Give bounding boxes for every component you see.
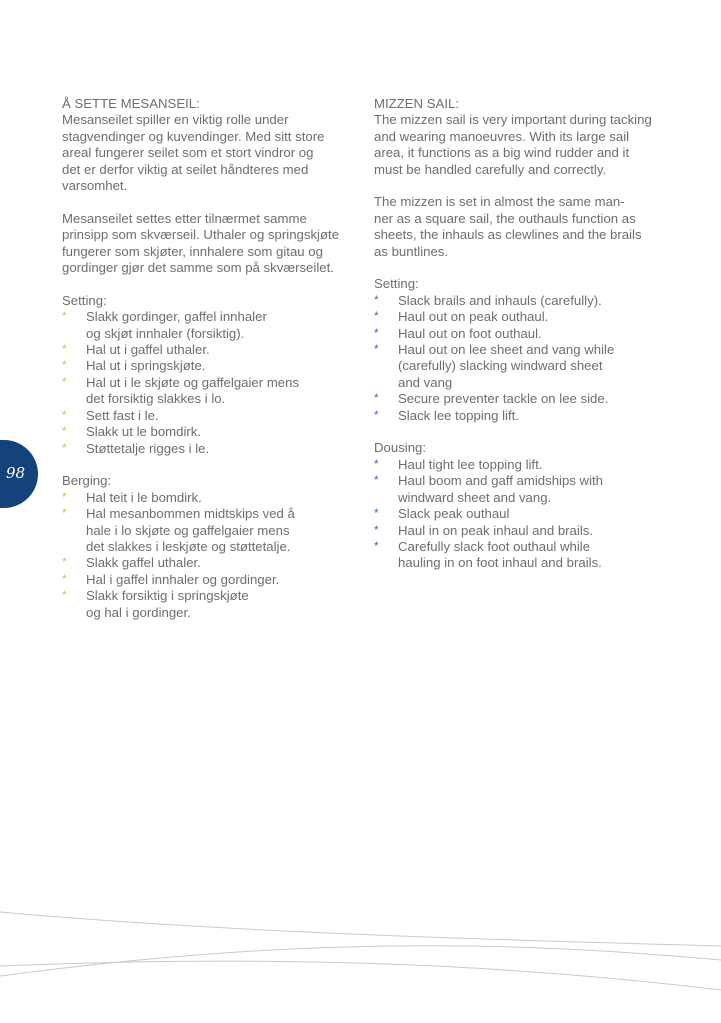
list-item-text: og skjøt innhaler (forsiktig).	[86, 325, 245, 341]
list-item	[374, 342, 670, 391]
principle-paragraph	[374, 194, 670, 260]
text-line: and wearing manoeuvres. With its large sail	[374, 128, 630, 144]
list-item-text: Støttetalje rigges i le.	[86, 440, 210, 456]
bullet-icon: *	[374, 391, 379, 406]
bullet-icon: *	[374, 473, 379, 488]
list-item	[374, 506, 670, 522]
list-item-text: Hal mesanbommen midtskips ved å	[86, 506, 295, 522]
text-line: Mesanseilet spiller en viktig rolle under	[62, 112, 289, 128]
list-item	[374, 457, 670, 473]
list-item	[374, 326, 670, 342]
intro-paragraph	[62, 112, 354, 194]
bullet-icon: *	[62, 309, 67, 324]
text-line: fungerer som skjøter, innhalere som gitau og	[62, 243, 323, 259]
setting-list	[374, 293, 670, 424]
list-item-text: Hal teit i le bomdirk.	[86, 489, 202, 505]
setting-heading: Setting:	[62, 292, 107, 308]
bullet-icon: *	[374, 342, 379, 357]
list-item-text: Hal ut i le skjøte og gaffelgaier mens	[86, 374, 300, 390]
text-line: det er derfor viktig at seilet håndteres med	[62, 161, 309, 177]
bullet-icon: *	[62, 374, 67, 389]
bullet-icon: *	[62, 588, 67, 603]
list-item	[374, 523, 670, 539]
bullet-icon: *	[374, 522, 379, 537]
list-item-text: Slack brails and inhauls (carefully).	[398, 292, 602, 308]
list-item-text: Haul out on foot outhaul.	[398, 325, 542, 341]
list-item	[62, 408, 354, 424]
text-line: stagvendinger og kuvendinger. Med sitt store	[62, 128, 325, 144]
bullet-icon: *	[374, 456, 379, 471]
decorative-wave-lines	[0, 890, 721, 1023]
bullet-icon: *	[62, 555, 67, 570]
list-item-text: Haul boom and gaff amidships with	[398, 473, 604, 489]
bullet-icon: *	[374, 538, 379, 553]
text-line: areal fungerer seilet som et stort vindror og	[62, 145, 314, 161]
list-item-text: Haul out on peak outhaul.	[398, 309, 549, 325]
list-item-text: Carefully slack foot outhaul while	[398, 538, 591, 554]
bullet-icon: *	[62, 489, 67, 504]
berging-heading: Berging:	[62, 473, 112, 489]
text-line: as buntlines.	[374, 243, 449, 259]
bullet-icon: *	[374, 292, 379, 307]
bullet-icon: *	[374, 325, 379, 340]
text-line: area, it functions as a big wind rudder and it	[374, 145, 630, 161]
list-item	[62, 441, 354, 457]
list-item-text: hauling in on foot inhaul and brails.	[398, 555, 602, 571]
list-item	[62, 424, 354, 440]
text-line: sheets, the inhauls as clewlines and the brails	[374, 227, 642, 243]
bullet-icon: *	[374, 309, 379, 324]
list-item-text: Haul out on lee sheet and vang while	[398, 342, 615, 358]
list-item-text: Slack peak outhaul	[398, 506, 510, 522]
list-item-text: Haul in on peak inhaul and brails.	[398, 522, 594, 538]
page-number-tab	[0, 440, 38, 508]
english-column	[374, 96, 670, 572]
list-item	[62, 375, 354, 408]
text-line: varsomhet.	[62, 178, 128, 194]
bullet-icon: *	[374, 506, 379, 521]
list-item-text: Haul tight lee topping lift.	[398, 456, 543, 472]
list-item-text: Slakk forsiktig i springskjøte	[86, 588, 249, 604]
text-line: The mizzen sail is very important during tacking	[374, 112, 652, 128]
list-item-text: og hal i gordinger.	[86, 604, 191, 620]
setting-heading: Setting:	[374, 276, 419, 292]
setting-list	[62, 309, 354, 457]
list-item	[374, 309, 670, 325]
bullet-icon: *	[62, 440, 67, 455]
text-line: must be handled carefully and correctly.	[374, 161, 607, 177]
list-item-text: Sett fast i le.	[86, 407, 159, 423]
text-line: gordinger gjør det samme som på skværseilet.	[62, 260, 334, 276]
list-item	[62, 555, 354, 571]
list-item	[374, 473, 670, 506]
section-title: Å SETTE MESANSEIL:	[62, 96, 200, 111]
list-item	[62, 572, 354, 588]
list-item	[62, 490, 354, 506]
bullet-icon: *	[374, 407, 379, 422]
bullet-icon: *	[62, 407, 67, 422]
list-item	[62, 588, 354, 621]
list-item	[62, 506, 354, 555]
berging-list	[62, 490, 354, 621]
list-item-text: Hal ut i gaffel uthaler.	[86, 342, 210, 358]
list-item-text: det slakkes i leskjøte og støttetalje.	[86, 538, 291, 554]
list-item-text: Slakk gordinger, gaffel innhaler	[86, 309, 267, 325]
dousing-list	[374, 457, 670, 572]
intro-paragraph	[374, 112, 670, 178]
bullet-icon: *	[62, 506, 67, 521]
list-item	[374, 391, 670, 407]
list-item	[374, 539, 670, 572]
text-line: Mesanseilet settes etter tilnærmet samme	[62, 210, 307, 226]
list-item	[374, 293, 670, 309]
list-item-text: det forsiktig slakkes i lo.	[86, 391, 226, 407]
dousing-heading: Dousing:	[374, 440, 427, 456]
list-item-text: Slakk gaffel uthaler.	[86, 555, 201, 571]
text-line: prinsipp som skværseil. Uthaler og springskjøte	[62, 227, 340, 243]
list-item-text: Hal i gaffel innhaler og gordinger.	[86, 571, 280, 587]
bullet-icon: *	[62, 342, 67, 357]
section-title: MIZZEN SAIL:	[374, 96, 459, 111]
bullet-icon: *	[62, 424, 67, 439]
list-item-text: Hal ut i springskjøte.	[86, 358, 206, 374]
list-item	[374, 408, 670, 424]
principle-paragraph	[62, 211, 354, 277]
list-item-text: Slack lee topping lift.	[398, 407, 519, 423]
bullet-icon: *	[62, 571, 67, 586]
text-line: ner as a square sail, the outhauls function as	[374, 210, 636, 226]
text-line: The mizzen is set in almost the same man-	[374, 194, 625, 210]
list-item	[62, 342, 354, 358]
page-number: 98	[6, 464, 26, 482]
list-item-text: windward sheet and vang.	[398, 489, 552, 505]
list-item-text: hale i lo skjøte og gaffelgaier mens	[86, 522, 290, 538]
list-item-text: Secure preventer tackle on lee side.	[398, 391, 609, 407]
list-item-text: (carefully) slacking windward sheet	[398, 358, 603, 374]
list-item-text: Slakk ut le bomdirk.	[86, 424, 202, 440]
bullet-icon: *	[62, 358, 67, 373]
list-item-text: and vang	[398, 374, 453, 390]
norwegian-column	[62, 96, 354, 621]
list-item	[62, 309, 354, 342]
list-item	[62, 358, 354, 374]
